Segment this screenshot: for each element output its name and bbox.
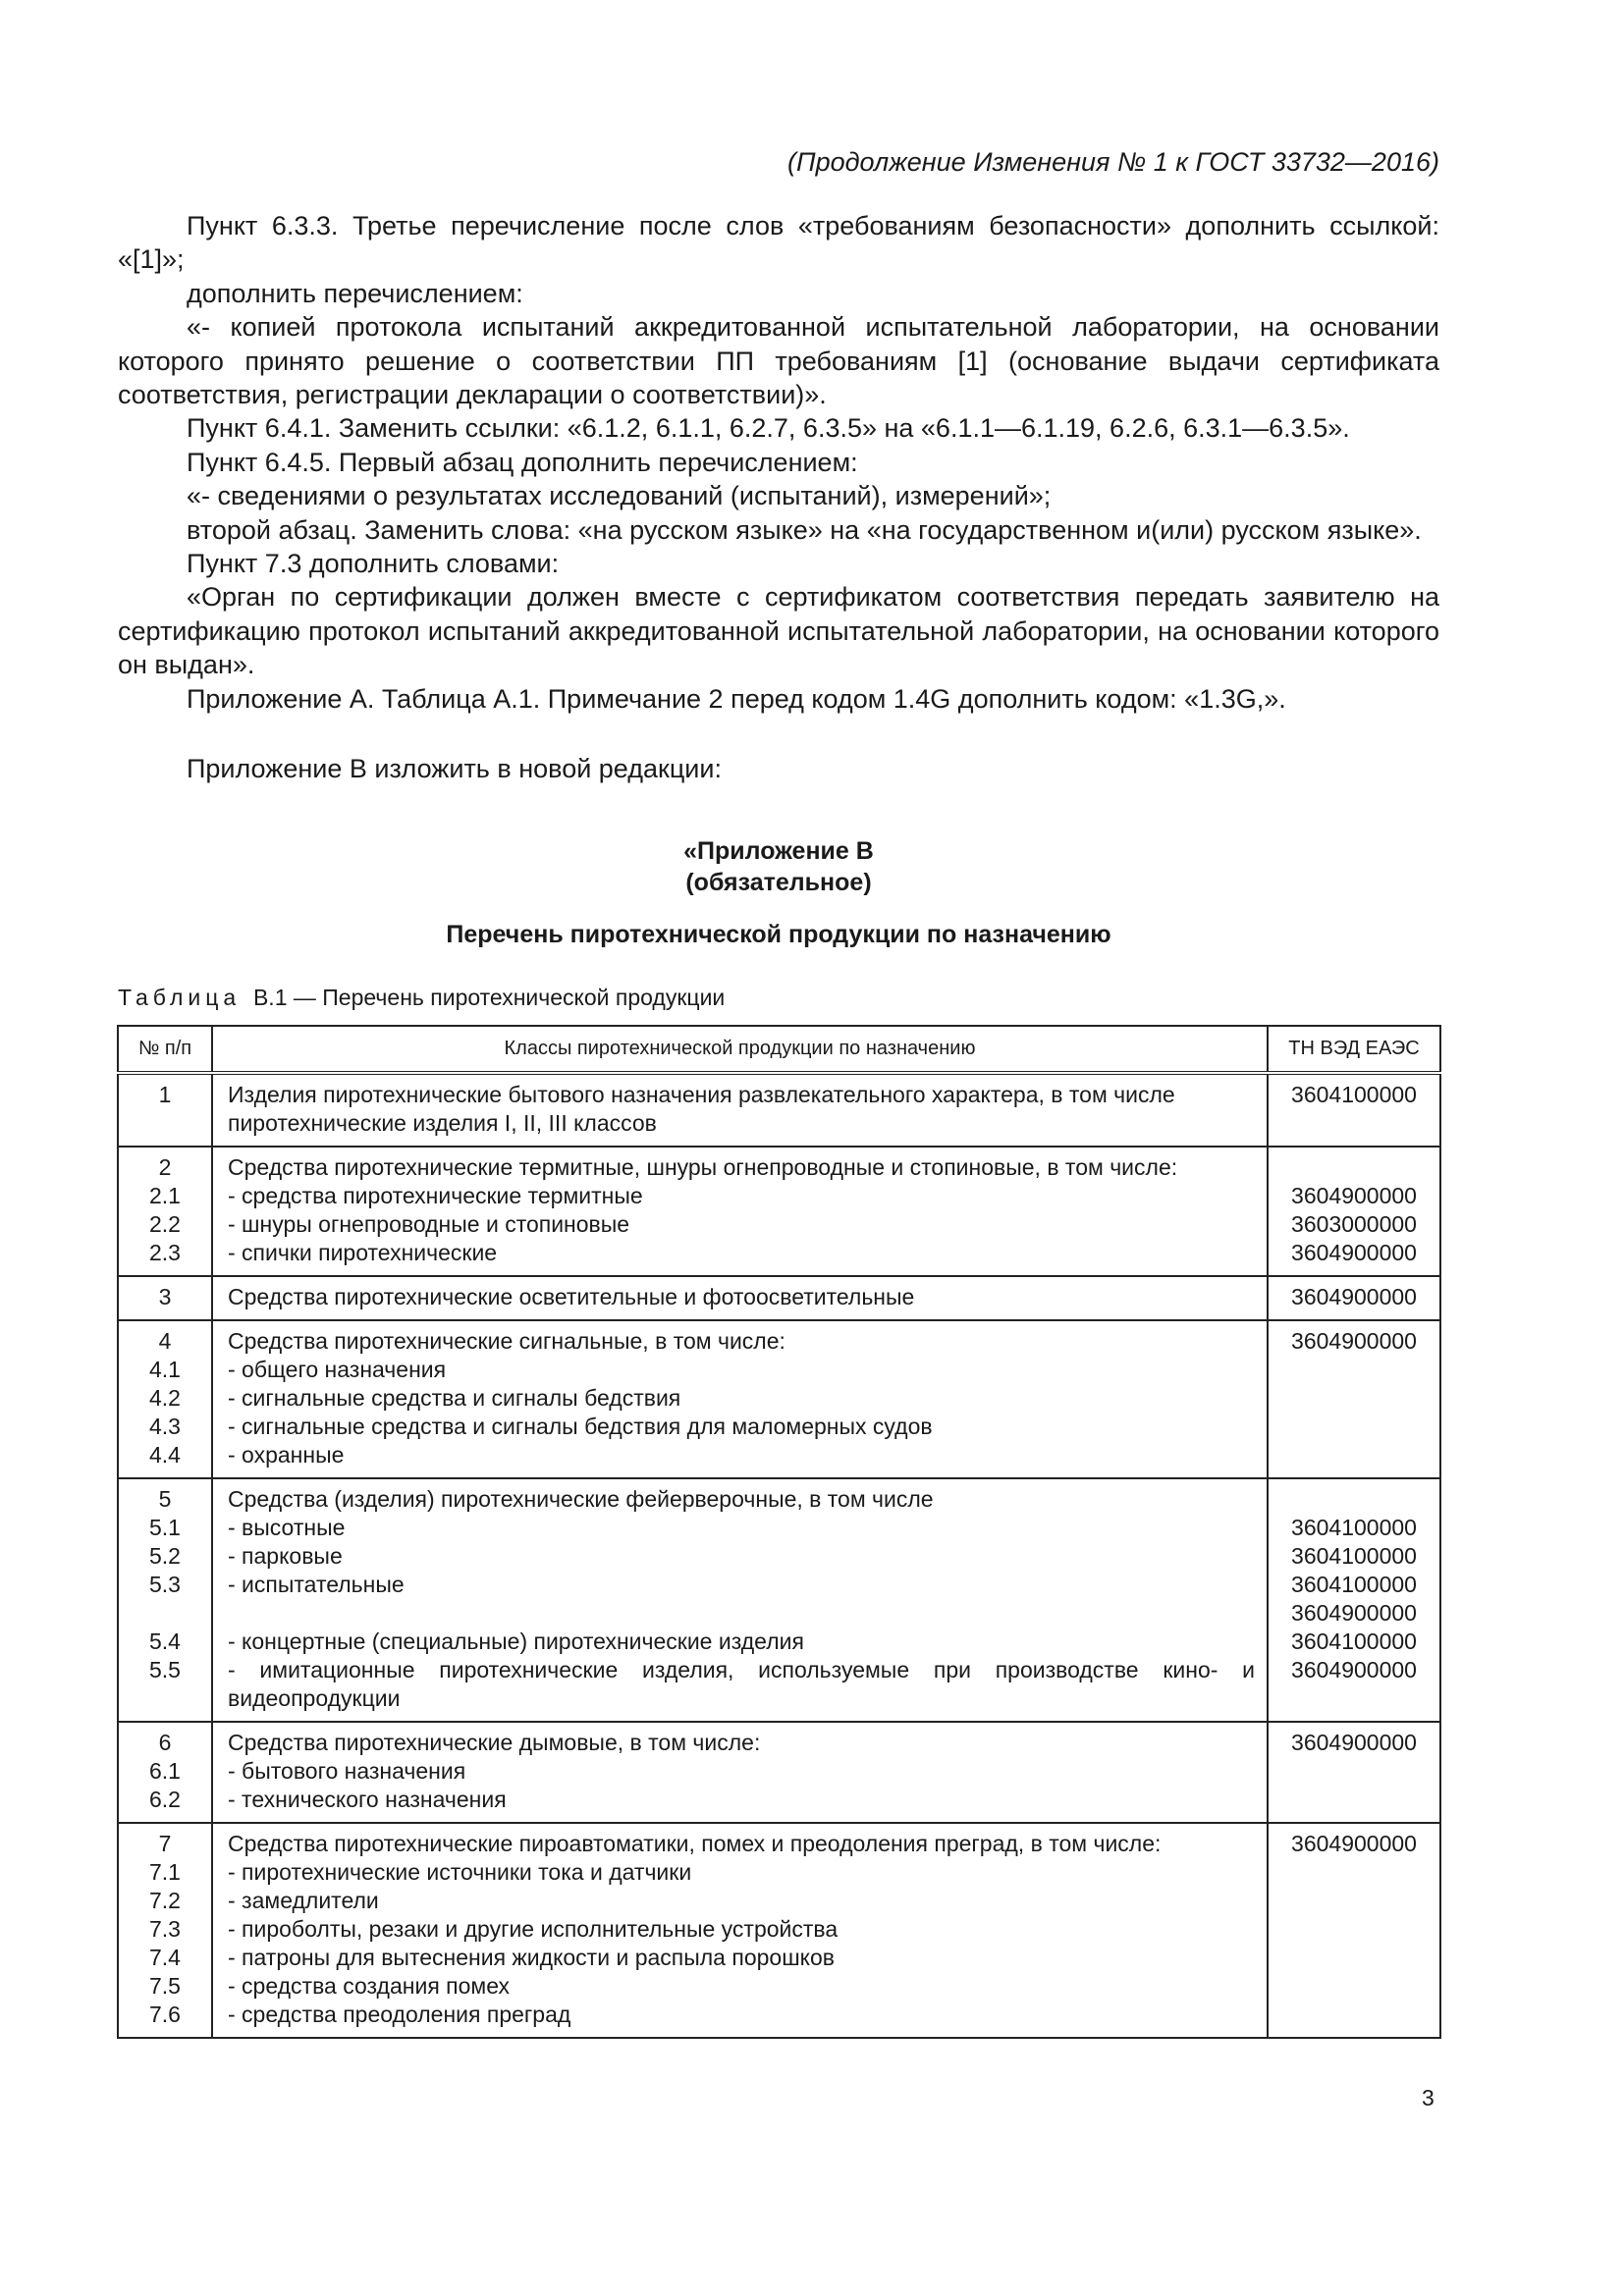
cell-code-line: 3604900000: [1291, 1240, 1417, 1265]
table-row: [118, 1147, 1440, 1276]
table-caption: [118, 985, 725, 1011]
paragraph: Пункт 6.4.5. Первый абзац дополнить перечислением:: [187, 447, 858, 477]
cell-num-line: 1: [158, 1082, 172, 1107]
cell-class-line: Изделия пиротехнические бытового назначения развлекательного характера, в том числе: [228, 1082, 1175, 1107]
cell-code-line: 3604900000: [1291, 1284, 1417, 1309]
cell-num-line: 6.1: [149, 1758, 181, 1784]
cell-code: [1268, 1276, 1440, 1320]
cell-num: [118, 1276, 212, 1320]
cell-code-line: 3604100000: [1291, 1629, 1417, 1654]
cell-class-line: - сигнальные средства и сигналы бедствия: [228, 1385, 681, 1411]
cell-class-line: Средства пиротехнические пироавтоматики, помех и преодоления преград, в том числе:: [228, 1831, 1162, 1856]
cell-class-line: - испытательные: [228, 1572, 405, 1597]
cell-class: [212, 1823, 1268, 2038]
table-row: [118, 1478, 1440, 1722]
cell-code-line: 3603000000: [1291, 1211, 1417, 1237]
paragraph: «- сведениями о результатах исследований (испытаний), измерений»;: [187, 481, 1052, 511]
cell-class-line: - средства создания помех: [228, 1973, 511, 1999]
cell-class: [212, 1073, 1268, 1147]
table-header-row: [118, 1026, 1440, 1073]
cell-class-line: - концертные (специальные) пиротехнические изделия: [228, 1629, 804, 1654]
cell-class-line: - охранные: [228, 1442, 345, 1468]
cell-code-line: [1269, 1153, 1439, 1182]
cell-code-line: 3604900000: [1291, 1183, 1417, 1208]
cell-num-line: 7.3: [149, 1916, 181, 1942]
paragraph: Пункт 6.4.1. Заменить ссылки: «6.1.2, 6.1.1, 6.2.7, 6.3.5» на «6.1.1—6.1.19, 6.2.6, 6.3.1—6.3.5».: [187, 413, 1350, 444]
cell-code-line: 3604100000: [1291, 1543, 1417, 1569]
cell-class-line: - парковые: [228, 1543, 343, 1569]
cell-num-line: 7.6: [149, 2002, 181, 2027]
cell-code-line: 3604900000: [1291, 1600, 1417, 1626]
header-num: № п/п: [118, 1026, 212, 1073]
cell-num-line: 4.4: [149, 1442, 181, 1468]
cell-code-line: [1269, 1485, 1439, 1514]
paragraph: Пункт 6.3.3. Третье перечисление после слов «требованиям безопасности» дополнить ссылкой: «[1]»;: [118, 211, 1439, 275]
body-text: [118, 209, 1439, 786]
header-classes: Классы пиротехнической продукции по назначению: [212, 1026, 1268, 1073]
cell-code: [1268, 1722, 1440, 1823]
cell-num-line: 5.2: [149, 1543, 181, 1569]
page-number: 3: [1422, 2085, 1435, 2110]
paragraph: второй абзац. Заменить слова: «на русском языке» на «на государственном и(или) русском языке».: [187, 514, 1422, 545]
cell-class-line: Средства пиротехнические дымовые, в том числе:: [228, 1730, 761, 1755]
cell-num-line: 4.2: [149, 1385, 181, 1411]
cell-class: [212, 1147, 1268, 1276]
table-caption-word: Таблица: [118, 985, 242, 1010]
cell-num-line: 7.4: [149, 1945, 181, 1970]
table-row: [118, 1320, 1440, 1478]
cell-code: [1268, 1073, 1440, 1147]
cell-class-line: - бытового назначения: [228, 1758, 466, 1784]
cell-class-line: Средства (изделия) пиротехнические фейерверочные, в том числе: [228, 1486, 934, 1512]
cell-num: [118, 1722, 212, 1823]
cell-class-line: Средства пиротехнические осветительные и фотоосветительные: [228, 1284, 915, 1309]
cell-code: [1268, 1320, 1440, 1478]
cell-class-line: [228, 1599, 1255, 1628]
cell-num-line: 5.3: [149, 1572, 181, 1597]
table-row: [118, 1276, 1440, 1320]
cell-class-line: - сигнальные средства и сигналы бедствия для маломерных судов: [228, 1414, 933, 1439]
appendix-status: (обязательное): [685, 869, 872, 896]
cell-class-line: - замедлители: [228, 1888, 379, 1913]
cell-num-line: 6.2: [149, 1787, 181, 1812]
cell-code-line: 3604900000: [1291, 1831, 1417, 1856]
cell-num-line: 4.1: [149, 1357, 181, 1382]
cell-num: [118, 1823, 212, 2038]
cell-code-line: 3604100000: [1291, 1515, 1417, 1540]
cell-class-line: пиротехнические изделия I, II, III классов: [228, 1110, 657, 1136]
table-row: [118, 1073, 1440, 1147]
cell-code-line: 3604100000: [1291, 1572, 1417, 1597]
cell-num-line: 7.2: [149, 1888, 181, 1913]
cell-num-line: 7.5: [149, 1973, 181, 1999]
cell-num-line: 2.2: [149, 1211, 181, 1237]
list-title: Перечень пиротехнической продукции по назначению: [446, 921, 1111, 948]
cell-code-line: 3604100000: [1291, 1082, 1417, 1107]
cell-class: [212, 1478, 1268, 1722]
cell-code-line: 3604900000: [1291, 1730, 1417, 1755]
paragraph: «- копией протокола испытаний аккредитованной испытательной лаборатории, на основании которого принято решение о соответствии ПП требованиям [1] (основание выдачи сертификата соответствия, регистрации декларации о соответствии)».: [118, 312, 1439, 410]
cell-class-line: - технического назначения: [228, 1787, 507, 1812]
header-code: ТН ВЭД ЕАЭС: [1268, 1026, 1440, 1073]
cell-class-line: - шнуры огнепроводные и стопиновые: [228, 1211, 630, 1237]
paragraph: «Орган по сертификации должен вместе с сертификатом соответствия передать заявителю на сертификацию протокол испытаний аккредитованной испытательной лаборатории, на основании которого он выдан».: [118, 582, 1439, 680]
table-caption-text: В.1 — Перечень пиротехнической продукции: [252, 985, 726, 1010]
paragraph: дополнить перечислением:: [187, 278, 523, 308]
cell-num: [118, 1320, 212, 1478]
products-table: [117, 1025, 1441, 2039]
cell-class-line: - средства пиротехнические термитные: [228, 1183, 643, 1208]
cell-num-line: 5: [158, 1486, 172, 1512]
cell-num-line: 3: [158, 1284, 172, 1309]
cell-class-line: - пироболты, резаки и другие исполнительные устройства: [228, 1916, 839, 1942]
paragraph: Пункт 7.3 дополнить словами:: [187, 549, 560, 579]
cell-class-line: - патроны для вытеснения жидкости и распыла порошков: [228, 1945, 835, 1970]
cell-class: [212, 1320, 1268, 1478]
cell-num-line: 2.3: [149, 1240, 181, 1265]
table-row: [118, 1722, 1440, 1823]
cell-num: [118, 1478, 212, 1722]
cell-code: [1268, 1147, 1440, 1276]
cell-class-line: Средства пиротехнические термитные, шнуры огнепроводные и стопиновые, в том числе:: [228, 1154, 1178, 1180]
appendix-title: «Приложение В: [683, 837, 874, 865]
cell-code-line: 3604900000: [1291, 1657, 1417, 1682]
cell-code-line: 3604900000: [1291, 1328, 1417, 1354]
cell-class-line: - высотные: [228, 1515, 346, 1540]
cell-code: [1268, 1478, 1440, 1722]
cell-num: [118, 1147, 212, 1276]
cell-num-line: 2.1: [149, 1183, 181, 1208]
cell-class-line: - общего назначения: [228, 1357, 447, 1382]
cell-class-line: Средства пиротехнические сигнальные, в том числе:: [228, 1328, 785, 1354]
table-row: [118, 1823, 1440, 2038]
cell-class-line: - пиротехнические источники тока и датчики: [228, 1859, 692, 1885]
cell-num: [118, 1073, 212, 1147]
cell-num-line: [119, 1599, 211, 1628]
cell-num-line: 4.3: [149, 1414, 181, 1439]
cell-class-line: - имитационные пиротехнические изделия, используемые при производстве кино- и: [228, 1657, 1255, 1682]
running-head: (Продолжение Изменения № 1 к ГОСТ 33732—2016): [787, 147, 1439, 177]
appendix-heading: [118, 835, 1439, 898]
paragraph: Приложение В изложить в новой редакции:: [187, 754, 722, 784]
cell-code: [1268, 1823, 1440, 2038]
cell-num-line: 6: [158, 1730, 172, 1755]
cell-class-line: - спички пиротехнические: [228, 1240, 498, 1265]
cell-class-line: - средства преодоления преград: [228, 2002, 571, 2027]
cell-num-line: 7: [158, 1831, 172, 1856]
cell-class-line: видеопродукции: [228, 1685, 401, 1711]
cell-class: [212, 1276, 1268, 1320]
cell-num-line: 5.4: [149, 1629, 181, 1654]
cell-num-line: 5.1: [149, 1515, 181, 1540]
cell-num-line: 7.1: [149, 1859, 181, 1885]
cell-num-line: 5.5: [149, 1657, 181, 1682]
cell-class: [212, 1722, 1268, 1823]
paragraph: Приложение А. Таблица А.1. Примечание 2 перед кодом 1.4G дополнить кодом: «1.3G,».: [187, 683, 1286, 714]
cell-num-line: 4: [158, 1328, 172, 1354]
cell-num-line: 2: [158, 1154, 172, 1180]
